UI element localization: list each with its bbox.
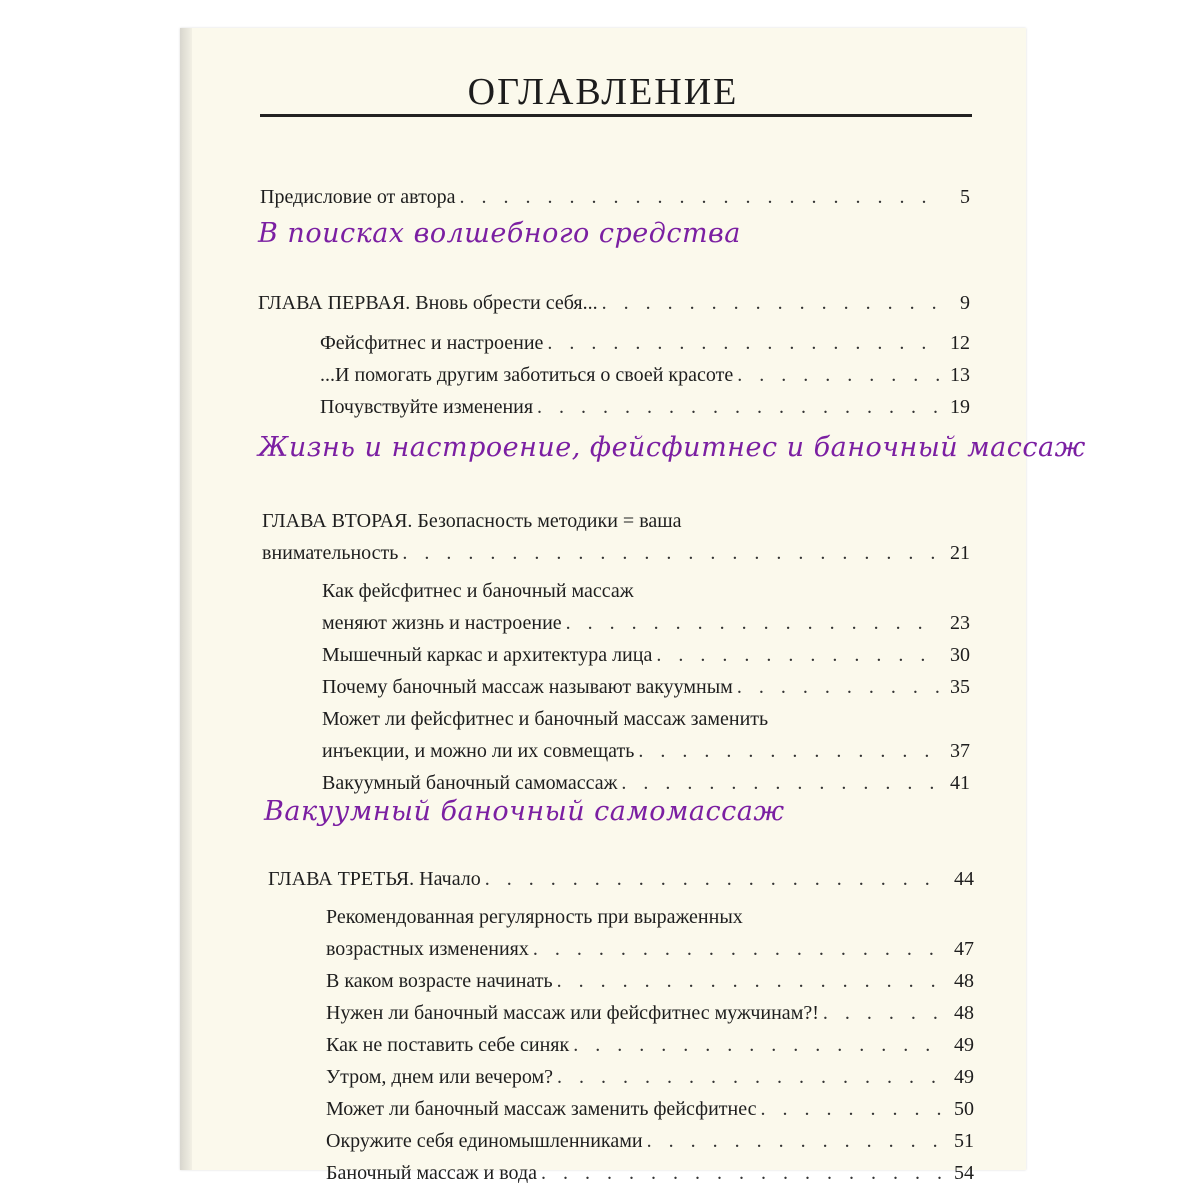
page-spine-shadow — [180, 28, 192, 1170]
toc-entry: Почему баночный массаж называют вакуумным . . . 35 — [322, 676, 970, 699]
toc-entry: Может ли баночный массаж заменить фейсфитнес . . . 50 — [326, 1098, 974, 1121]
chapter-entry-2: внимательность . . . 21 — [262, 542, 970, 565]
book-page — [180, 28, 1086, 1184]
toc-entry-line1: Может ли фейсфитнес и баночный массаж заменить — [322, 708, 769, 730]
chapter-entry-1: ГЛАВА ПЕРВАЯ. Вновь обрести себя... . . . 9 — [258, 292, 970, 315]
toc-title: ОГЛАВЛЕНИЕ — [467, 71, 739, 113]
toc-entry: Фейсфитнес и настроение . . . 12 — [320, 332, 970, 355]
section-heading-2: Жизнь и настроение, фейсфитнес и баночный массаж — [258, 432, 1086, 463]
toc-entry-preface: Предисловие от автора . . . 5 — [260, 186, 970, 209]
chapter-entry-3: ГЛАВА ТРЕТЬЯ. Начало . . . 44 — [268, 868, 974, 891]
toc-entry: возрастных изменениях . . . 47 — [326, 938, 974, 961]
chapter-entry-2-line1: ГЛАВА ВТОРАЯ. Безопасность методики = ваша — [262, 510, 682, 532]
toc-entry: ...И помогать другим заботиться о своей красоте . . . 13 — [320, 364, 970, 387]
toc-entry: Окружите себя единомышленниками . . . 51 — [326, 1130, 974, 1153]
toc-entry: Утром, днем или вечером? . . . 49 — [326, 1066, 974, 1089]
toc-entry: Почувствуйте изменения . . . 19 — [320, 396, 970, 419]
toc-entry: меняют жизнь и настроение . . . 23 — [322, 612, 970, 635]
toc-entry-line1: Как фейсфитнес и баночный массаж — [322, 580, 634, 602]
section-heading-3: Вакуумный баночный самомассаж — [264, 796, 785, 827]
toc-entry: Как не поставить себе синяк . . . 49 — [326, 1034, 974, 1057]
title-rule — [260, 114, 972, 117]
toc-entry: Мышечный каркас и архитектура лица . . . 30 — [322, 644, 970, 667]
toc-entry-line1: Рекомендованная регулярность при выраженных — [326, 906, 743, 928]
section-heading-1: В поисках волшебного средства — [258, 218, 741, 249]
toc-entry: инъекции, и можно ли их совмещать . . . 37 — [322, 740, 970, 763]
toc-entry: Баночный массаж и вода . . . 54 — [326, 1162, 974, 1185]
toc-entry: Вакуумный баночный самомассаж . . . 41 — [322, 772, 970, 795]
toc-entry: В каком возрасте начинать . . . 48 — [326, 970, 974, 993]
toc-entry: Нужен ли баночный массаж или фейсфитнес мужчинам?! . . . 48 — [326, 1002, 974, 1025]
